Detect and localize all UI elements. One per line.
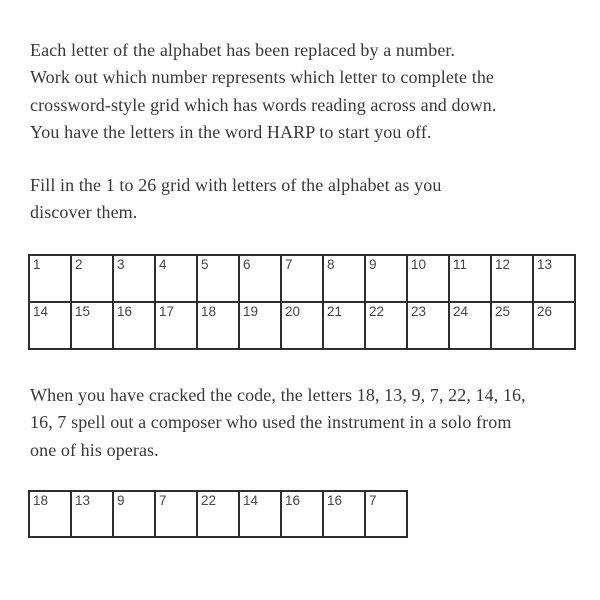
answer-cell-2[interactable] — [71, 491, 113, 537]
cell-number: 10 — [411, 257, 427, 272]
cell-number: 23 — [411, 304, 427, 319]
grid-cell-26[interactable] — [533, 302, 575, 349]
cell-number: 18 — [33, 493, 49, 508]
answer-cell-8[interactable] — [323, 491, 365, 537]
grid-cell-20[interactable] — [281, 302, 323, 349]
grid-cell-11[interactable] — [449, 255, 491, 302]
composer-line-3: one of his operas. — [30, 439, 159, 460]
answer-cell-6[interactable] — [239, 491, 281, 537]
intro-line-3: crossword-style grid which has words reading across and down. — [30, 94, 497, 115]
composer-grid-row — [29, 491, 407, 537]
alphabet-grid — [28, 254, 576, 350]
grid-cell-1[interactable] — [29, 255, 71, 302]
grid-cell-12[interactable] — [491, 255, 533, 302]
cell-number: 22 — [369, 304, 385, 319]
grid-cell-19[interactable] — [239, 302, 281, 349]
cell-number: 8 — [327, 257, 335, 272]
answer-cell-3[interactable] — [113, 491, 155, 537]
cell-number: 9 — [117, 493, 125, 508]
composer-line-2: 16, 7 spell out a composer who used the instrument in a solo from — [30, 412, 512, 433]
cell-number: 12 — [495, 257, 511, 272]
alphabet-grid-row-1 — [29, 255, 575, 302]
alphabet-grid-row-2 — [29, 302, 575, 349]
cell-number: 2 — [75, 257, 83, 272]
grid-cell-17[interactable] — [155, 302, 197, 349]
grid-cell-18[interactable] — [197, 302, 239, 349]
cell-number: 18 — [201, 304, 217, 319]
cell-number: 20 — [285, 304, 301, 319]
cell-number: 26 — [537, 304, 553, 319]
cell-number: 9 — [369, 257, 377, 272]
grid-cell-3[interactable] — [113, 255, 155, 302]
cell-number: 15 — [75, 304, 91, 319]
composer-answer-grid — [28, 490, 408, 538]
grid-cell-22[interactable] — [365, 302, 407, 349]
grid-cell-23[interactable] — [407, 302, 449, 349]
cell-number: 7 — [285, 257, 293, 272]
cell-number: 16 — [327, 493, 343, 508]
answer-cell-4[interactable] — [155, 491, 197, 537]
cell-number: 5 — [201, 257, 209, 272]
grid-cell-21[interactable] — [323, 302, 365, 349]
grid-cell-8[interactable] — [323, 255, 365, 302]
grid-cell-14[interactable] — [29, 302, 71, 349]
grid-cell-5[interactable] — [197, 255, 239, 302]
cell-number: 3 — [117, 257, 125, 272]
cell-number: 6 — [243, 257, 251, 272]
grid-cell-15[interactable] — [71, 302, 113, 349]
fill-line-1: Fill in the 1 to 26 grid with letters of the alphabet as you — [30, 175, 442, 195]
cell-number: 16 — [285, 493, 301, 508]
cell-number: 14 — [243, 493, 259, 508]
cell-number: 19 — [243, 304, 259, 319]
grid-cell-24[interactable] — [449, 302, 491, 349]
grid-cell-13[interactable] — [533, 255, 575, 302]
cell-number: 21 — [327, 304, 343, 319]
cell-number: 7 — [159, 493, 167, 508]
cell-number: 13 — [75, 493, 91, 508]
grid-cell-6[interactable] — [239, 255, 281, 302]
cell-number: 17 — [159, 304, 175, 319]
grid-cell-25[interactable] — [491, 302, 533, 349]
grid-cell-7[interactable] — [281, 255, 323, 302]
cell-number: 11 — [453, 257, 468, 272]
answer-cell-5[interactable] — [197, 491, 239, 537]
answer-cell-7[interactable] — [281, 491, 323, 537]
cell-number: 24 — [453, 304, 469, 319]
cell-number: 16 — [117, 304, 133, 319]
cell-number: 7 — [369, 493, 377, 508]
composer-paragraph — [30, 382, 575, 464]
cell-number: 4 — [159, 257, 167, 272]
grid-cell-2[interactable] — [71, 255, 113, 302]
cell-number: 25 — [495, 304, 511, 319]
answer-cell-1[interactable] — [29, 491, 71, 537]
cell-number: 1 — [33, 257, 41, 272]
fill-line-2: discover them. — [30, 202, 138, 223]
cell-number: 22 — [201, 493, 217, 508]
fill-instruction-paragraph — [30, 172, 570, 227]
composer-line-1: When you have cracked the code, the letters 18, 13, 9, 7, 22, 14, 16, — [30, 385, 526, 405]
answer-cell-9[interactable] — [365, 491, 407, 537]
grid-cell-9[interactable] — [365, 255, 407, 302]
cell-number: 13 — [537, 257, 553, 272]
grid-cell-16[interactable] — [113, 302, 155, 349]
intro-line-1: Each letter of the alphabet has been replaced by a number. — [30, 40, 456, 60]
cell-number: 14 — [33, 304, 49, 319]
grid-cell-10[interactable] — [407, 255, 449, 302]
grid-cell-4[interactable] — [155, 255, 197, 302]
intro-line-2: Work out which number represents which letter to complete the — [30, 67, 495, 88]
intro-paragraph — [30, 37, 570, 146]
intro-line-4: You have the letters in the word HARP to start you off. — [30, 121, 432, 142]
